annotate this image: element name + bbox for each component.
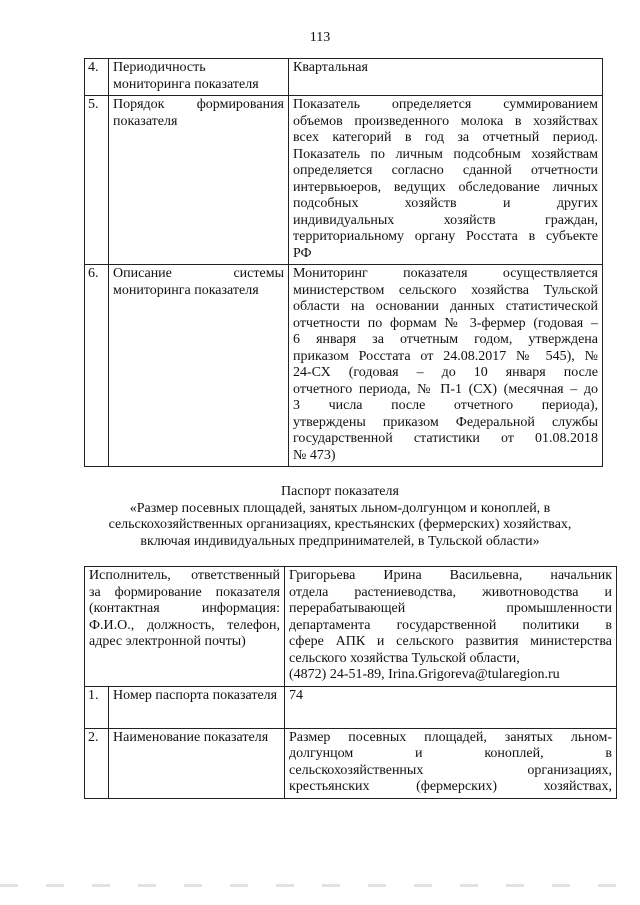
table-row bbox=[85, 686, 617, 728]
executor-label: Исполнитель, ответственный за формирование показателя (контактная информация: Ф.И.О., должность, телефон, адрес электронной почты) bbox=[85, 567, 285, 687]
row-label: Порядок формирования показателя bbox=[109, 96, 289, 265]
passport-title-line: сельскохозяйственных организациях, крестьянских (фермерских) хозяйствах, bbox=[108, 517, 572, 532]
passport-heading: Паспорт показателя bbox=[281, 484, 399, 499]
row-number: 5. bbox=[85, 96, 109, 265]
table-row bbox=[85, 728, 617, 798]
row-number: 2. bbox=[85, 728, 109, 798]
passport-title-line: включая индивидуальных предпринимателей, в Тульской области» bbox=[140, 533, 540, 549]
row-label: Периодичность мониторинга показателя bbox=[109, 59, 289, 96]
row-value: Мониторинг показателя осуществляется министерством сельского хозяйства Тульской области на основании данных статистической отчетности по формам № 3-фермер (годовая – 6 января за отчетным годом, утверждена приказом Росстата от 24.08.2017 № 545), № 24-СХ (годовая – до 10 января после отчетного периода, № П-1 (СХ) (месячная – до 3 числа после отчетного периода), утверждены приказом Федеральной службы государственной статистики от 01.08.2018 № 473) bbox=[289, 265, 603, 467]
row-value: 74 bbox=[285, 686, 617, 728]
table-row bbox=[85, 59, 603, 96]
row-value: Размер посевных площадей, занятых льном- долгунцом и коноплей, в сельскохозяйственных организациях, крестьянских (фермерских) хозяйствах, bbox=[285, 728, 617, 798]
row-label: Описание системы мониторинга показателя bbox=[109, 265, 289, 467]
row-label: Наименование показателя bbox=[109, 728, 285, 798]
scan-artifact bbox=[0, 884, 640, 887]
row-number: 1. bbox=[85, 686, 109, 728]
row-value: Показатель определяется суммированием объемов произведенного молока в хозяйствах всех категорий в год за отчетный период. Показатель по личным подсобным хозяйствам определяется согласно сданной отчетности интервьюеров, ведущих обследование личных подсобных хозяйств и других индивидуальных хозяйств граждан, территориальному органу Росстата в субъекте РФ bbox=[289, 96, 603, 265]
table-row bbox=[85, 96, 603, 265]
table-row bbox=[85, 567, 617, 687]
row-value: Квартальная bbox=[289, 59, 603, 96]
passport-caption bbox=[70, 484, 610, 550]
indicator-table-continued bbox=[84, 58, 603, 467]
executor-value: Григорьева Ирина Васильевна, начальник отдела растениеводства, животноводства и перерабатывающей промышленности департамента государственной политики в сфере АПК и сельского развития министерства сельского хозяйства Тульской области, (4872) 24-51-89, Irina.Grigoreva@tularegion.ru bbox=[285, 567, 617, 687]
page-number: 113 bbox=[309, 30, 331, 45]
row-label: Номер паспорта показателя bbox=[109, 686, 285, 728]
row-number: 4. bbox=[85, 59, 109, 96]
table-row bbox=[85, 265, 603, 467]
row-number: 6. bbox=[85, 265, 109, 467]
passport-table bbox=[84, 566, 617, 799]
passport-title-line: «Размер посевных площадей, занятых льном-долгунцом и коноплей, в bbox=[129, 500, 551, 516]
